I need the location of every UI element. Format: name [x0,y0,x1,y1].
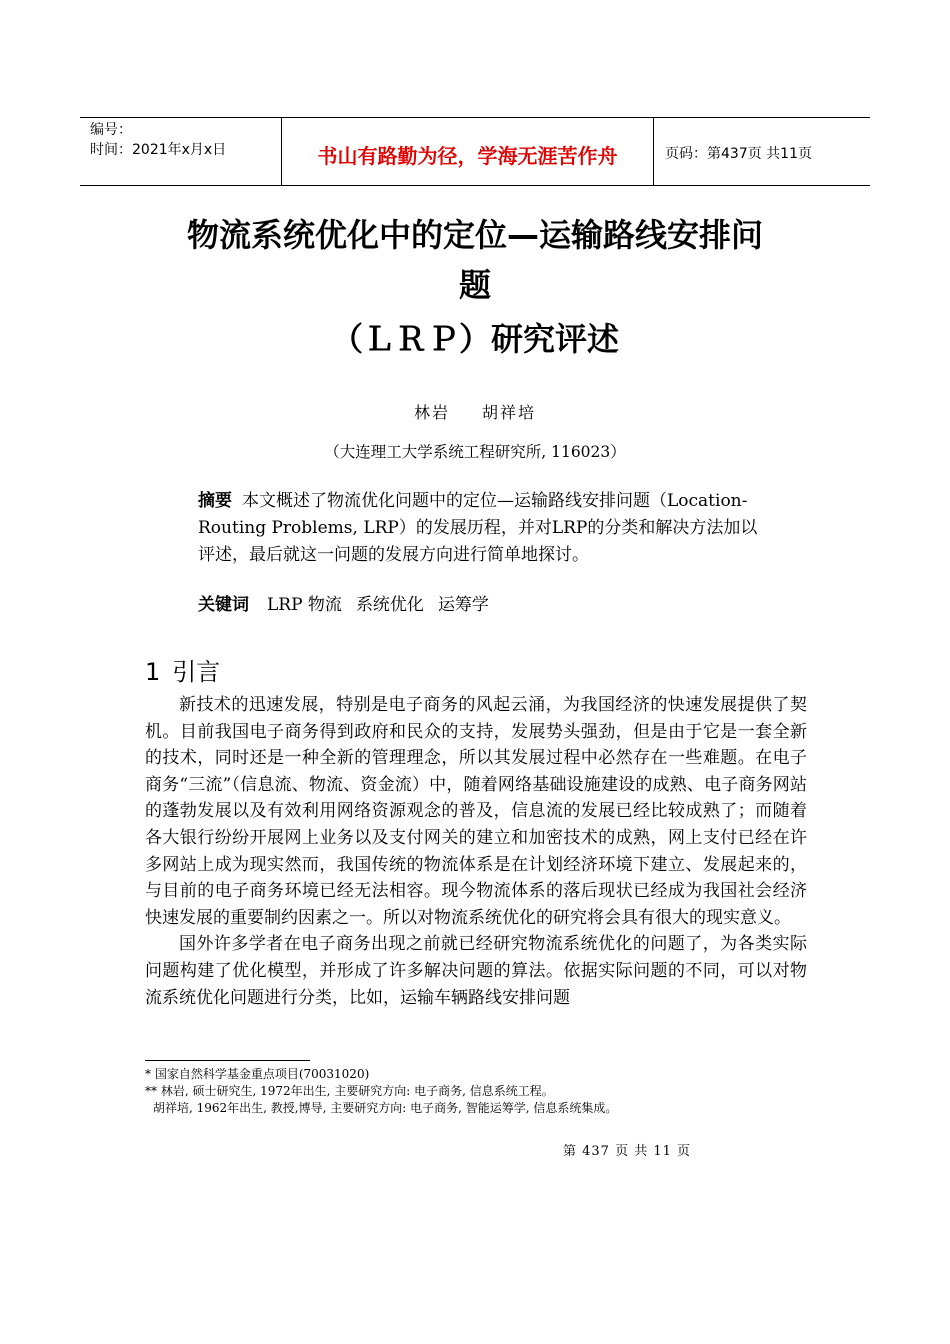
section-heading [145,652,220,687]
time-label: 时间：2021年x月x日 [90,142,227,158]
footnote-1: * 国家自然科学基金重点项目(70031020) [145,1067,370,1081]
author-2: 胡祥培 [482,403,537,422]
paragraph-1: 新技术的迅速发展，特别是电子商务的风起云涌，为我国经济的快速发展提供了契机。目前我国电子商务得到政府和民众的支持，发展势头强劲，但是由于它是一套全新的技术，同时还是一种全新的管理理念，所以其发展过程中必然存在一些难题。在电子商务“三流”（信息流、物流、资金流）中，随着网络基础设施建设的成熟、电子商务网站的蓬勃发展以及有效利用网络资源观念的普及，信息流的发展已经比较成熟了；而随着各大银行纷纷开展网上业务以及支付网关的建立和加密技术的成熟，网上支付已经在许多网站上成为现实然而，我国传统的物流体系是在计划经济环境下建立、发展起来的，与目前的电子商务环境已经无法相容。现今物流体系的落后现状已经成为我国社会经济快速发展的重要制约因素之一。所以对物流系统优化的研究将会具有很大的现实意义。 [145,695,807,928]
number-label: 编号： [90,122,132,138]
keywords [198,592,758,619]
section-number: 1 [145,658,161,686]
footnote-2: ** 林岩, 硕士研究生, 1972年出生, 主要研究方向: 电子商务, 信息系统工程。 [145,1084,554,1098]
abstract-label: 摘要 [198,491,232,511]
header-top-rule [80,117,870,118]
abstract [198,488,758,569]
title-line-2: 题 [458,266,491,304]
section-title: 引言 [172,658,221,686]
keyword-1: LRP 物流 [267,595,342,615]
keyword-3: 运筹学 [437,595,489,615]
footnote-rule [145,1060,310,1061]
header-meta [90,120,226,160]
author-1: 林岩 [413,403,450,422]
body-text [145,692,807,1011]
affiliation: （大连理工大学系统工程研究所, 116023） [324,443,626,461]
footnotes [145,1066,825,1117]
keywords-label: 关键词 [198,595,249,615]
paper-title [110,210,840,364]
header-motto: 书山有路勤为径，学海无涯苦作舟 [317,144,618,168]
title-line-3: （ＬＲＰ）研究评述 [330,320,619,358]
header-bottom-rule [80,185,870,186]
header-page-info: 页码：第437页 共11页 [665,146,812,162]
paragraph-2: 国外许多学者在电子商务出现之前就已经研究物流系统优化的问题了，为各类实际问题构建了优化模型，并形成了许多解决问题的算法。依据实际问题的不同，可以对物流系统优化问题进行分类，比如，运输车辆路线安排问题 [145,934,807,1008]
keyword-2: 系统优化 [355,595,424,615]
header-divider-right [653,117,654,185]
page-footer: 第 437 页 共 11 页 [563,1144,692,1159]
title-line-1: 物流系统优化中的定位—运输路线安排问 [186,216,763,254]
authors [0,400,950,423]
abstract-text: 本文概述了物流优化问题中的定位—运输路线安排问题（Location-Routing Problems, LRP）的发展历程，并对LRP的分类和解决方法加以评述，最后就这一问题的发展方向进行简单地探讨。 [198,491,758,565]
footnote-3: 胡祥培, 1962年出生, 教授,博导, 主要研究方向: 电子商务, 智能运筹学, 信息系统集成。 [153,1101,618,1115]
